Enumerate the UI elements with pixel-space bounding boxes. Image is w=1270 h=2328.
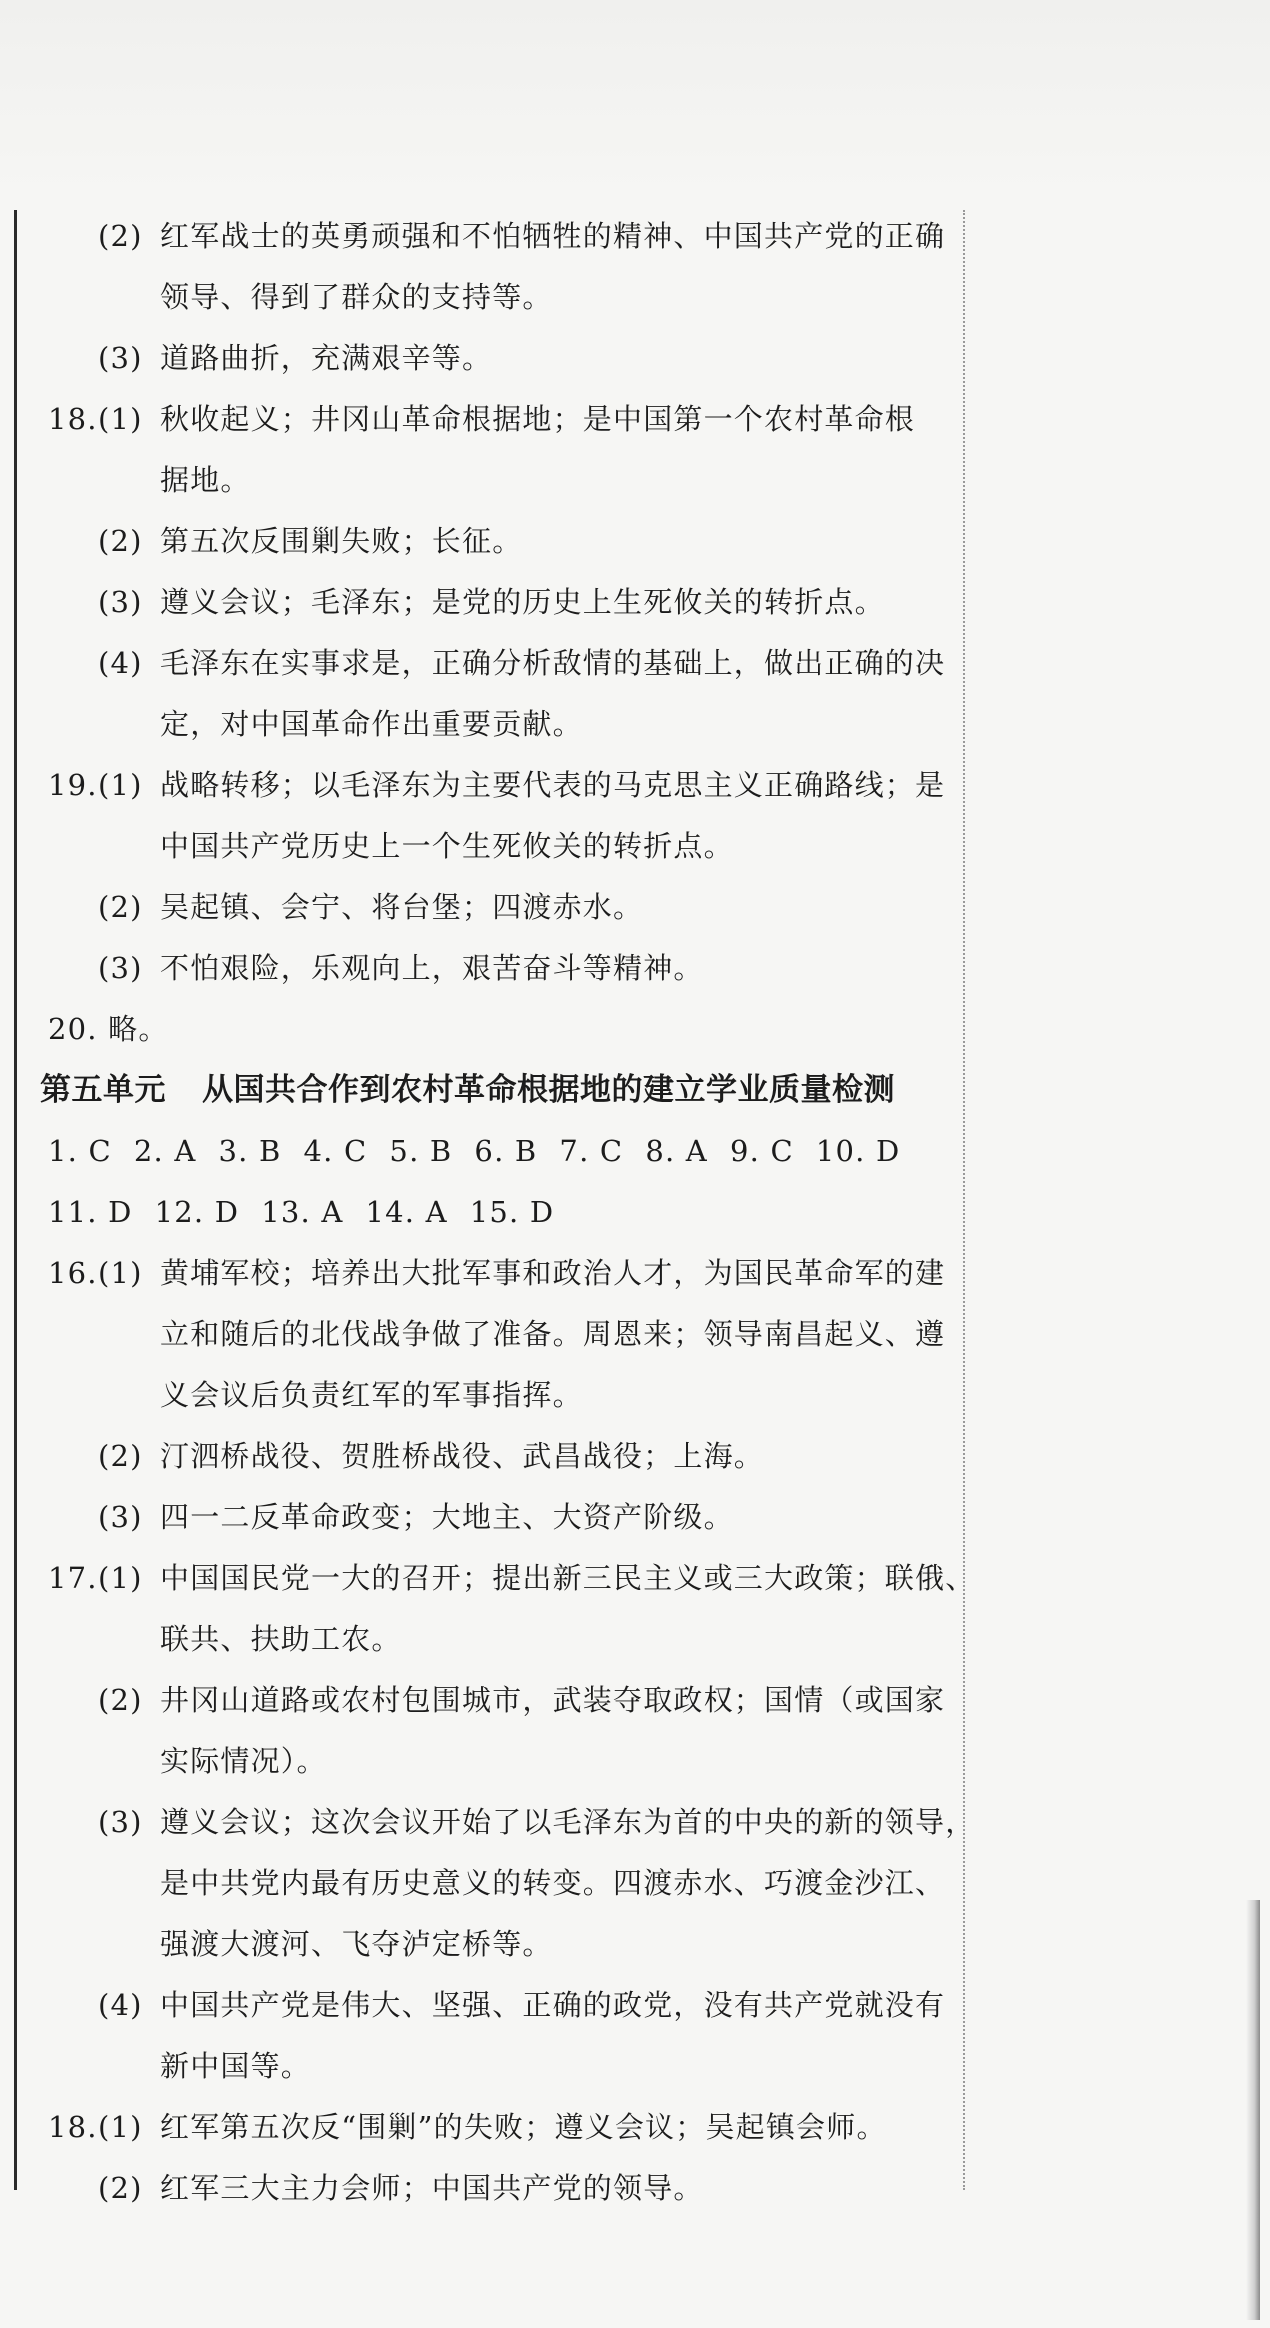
answer-text: 遵义会议；毛泽东；是党的历史上生死攸关的转折点。	[160, 585, 885, 619]
answer-text: 新中国等。	[160, 2049, 312, 2083]
answer-text: 红军战士的英勇顽强和不怕牺牲的精神、中国共产党的正确	[160, 219, 946, 253]
page-edge-shadow	[1246, 1900, 1260, 2320]
answer-text: 战略转移；以毛泽东为主要代表的马克思主义正确路线；是	[160, 768, 946, 802]
answer-text: 遵义会议；这次会议开始了以毛泽东为首的中央的新的领导，	[160, 1805, 976, 1839]
answer-line	[38, 1243, 958, 1304]
sub-question-marker: (3)	[98, 1805, 143, 1839]
answer-text: 四一二反革命政变；大地主、大资产阶级。	[160, 1500, 734, 1534]
section-heading	[38, 1060, 958, 1121]
sub-question-marker: (3)	[98, 585, 143, 619]
sub-question-marker: (1)	[98, 768, 143, 802]
sub-question-marker: (1)	[98, 1561, 143, 1595]
dotted-cut-line	[963, 210, 965, 2190]
sub-question-marker: (4)	[98, 1988, 143, 2022]
answer-text: 联共、扶助工农。	[160, 1622, 402, 1656]
answer-content	[38, 206, 976, 2219]
answer-text: 中国共产党是伟大、坚强、正确的政党，没有共产党就没有	[160, 1988, 946, 2022]
choice-answer: 6. B	[474, 1134, 538, 1168]
choice-answers-row-2	[38, 1182, 958, 1243]
answer-line	[38, 1853, 958, 1914]
answer-text: 秋收起义；井冈山革命根据地；是中国第一个农村革命根	[160, 402, 916, 436]
answer-text: 实际情况）。	[160, 1744, 327, 1778]
answer-text: 中国国民党一大的召开；提出新三民主义或三大政策；联俄、	[160, 1561, 976, 1595]
answer-line	[38, 511, 958, 572]
page-top-margin	[0, 0, 1270, 200]
choice-answer: 5. B	[389, 1134, 453, 1168]
answer-line	[38, 999, 958, 1060]
answer-line	[38, 450, 958, 511]
sub-question-marker: (2)	[98, 890, 143, 924]
sub-question-marker: (2)	[98, 1683, 143, 1717]
sub-question-marker: (2)	[98, 219, 143, 253]
answer-line	[38, 694, 958, 755]
answer-line	[38, 206, 958, 267]
answer-line	[38, 755, 958, 816]
question-number: 16.	[48, 1256, 98, 1290]
choice-answer: 8. A	[645, 1134, 708, 1168]
question-number: 19.	[48, 768, 98, 802]
answer-line	[38, 328, 958, 389]
answer-text: 是中共党内最有历史意义的转变。四渡赤水、巧渡金沙江、	[160, 1866, 946, 1900]
choice-answer: 12. D	[154, 1195, 240, 1229]
answer-line	[38, 816, 958, 877]
left-margin-rule	[14, 210, 17, 2190]
choice-answer: 14. A	[365, 1195, 448, 1229]
answer-line	[38, 2158, 958, 2219]
answer-line	[38, 1731, 958, 1792]
answer-line	[38, 1548, 976, 1609]
answer-text: 井冈山道路或农村包围城市，武装夺取政权；国情（或国家	[160, 1683, 946, 1717]
section-heading-title: 从国共合作到农村革命根据地的建立学业质量检测	[202, 1072, 895, 1108]
answer-text: 中国共产党历史上一个生死攸关的转折点。	[160, 829, 734, 863]
answer-text: 道路曲折，充满艰辛等。	[160, 341, 493, 375]
question-number: 17.	[48, 1561, 98, 1595]
choice-answer: 15. D	[469, 1195, 555, 1229]
sub-question-marker: (3)	[98, 951, 143, 985]
sub-question-marker: (1)	[98, 402, 143, 436]
answer-line	[38, 389, 958, 450]
answer-line	[38, 572, 958, 633]
answer-line	[38, 877, 958, 938]
answer-text: 毛泽东在实事求是，正确分析敌情的基础上，做出正确的决	[160, 646, 946, 680]
choice-answer: 11. D	[48, 1195, 133, 1229]
answer-text: 义会议后负责红军的军事指挥。	[160, 1378, 583, 1412]
answer-line	[38, 1975, 958, 2036]
choice-answer: 13. A	[261, 1195, 344, 1229]
answer-text: 第五次反围剿失败；长征。	[160, 524, 523, 558]
answer-line	[38, 2097, 958, 2158]
sub-question-marker: (2)	[98, 1439, 143, 1473]
choice-answer: 10. D	[815, 1134, 901, 1168]
question-number: 18.	[48, 2110, 98, 2144]
choice-answers-list	[48, 1121, 922, 1182]
answer-text: 吴起镇、会宁、将台堡；四渡赤水。	[160, 890, 644, 924]
question-number: 18.	[48, 402, 98, 436]
sub-question-marker: (4)	[98, 646, 143, 680]
sub-question-marker: (2)	[98, 2171, 143, 2205]
answer-text: 20. 略。	[48, 1012, 169, 1046]
sub-question-marker: (1)	[98, 1256, 143, 1290]
choice-answer: 4. C	[303, 1134, 368, 1168]
answer-text: 据地。	[160, 463, 251, 497]
sub-question-marker: (3)	[98, 1500, 143, 1534]
choice-answers-row-1	[38, 1121, 958, 1182]
section-heading-unit: 第五单元	[40, 1072, 166, 1108]
answer-line	[38, 938, 958, 999]
answer-line	[38, 1426, 958, 1487]
choice-answers-list	[48, 1182, 576, 1243]
answer-text: 强渡大渡河、飞夺泸定桥等。	[160, 1927, 553, 1961]
answer-line	[38, 1670, 958, 1731]
answer-text: 定，对中国革命作出重要贡献。	[160, 707, 583, 741]
answer-text: 汀泗桥战役、贺胜桥战役、武昌战役；上海。	[160, 1439, 765, 1473]
answer-text: 领导、得到了群众的支持等。	[160, 280, 553, 314]
answer-text: 红军三大主力会师；中国共产党的领导。	[160, 2171, 704, 2205]
answer-text: 不怕艰险，乐观向上，艰苦奋斗等精神。	[160, 951, 704, 985]
answer-line	[38, 2036, 958, 2097]
answer-text: 黄埔军校；培养出大批军事和政治人才，为国民革命军的建	[160, 1256, 946, 1290]
answer-line	[38, 633, 958, 694]
answer-text: 立和随后的北伐战争做了准备。周恩来；领导南昌起义、遵	[160, 1317, 946, 1351]
choice-answer: 7. C	[559, 1134, 624, 1168]
answer-line	[38, 1304, 958, 1365]
sub-question-marker: (3)	[98, 341, 143, 375]
answer-line	[38, 1487, 958, 1548]
sub-question-marker: (1)	[98, 2110, 143, 2144]
answer-line	[38, 1609, 958, 1670]
answer-line	[38, 1792, 976, 1853]
answer-line	[38, 267, 958, 328]
choice-answer: 2. A	[133, 1134, 197, 1168]
choice-answer: 3. B	[218, 1134, 282, 1168]
answer-line	[38, 1365, 958, 1426]
answer-line	[38, 1914, 958, 1975]
choice-answer: 9. C	[729, 1134, 794, 1168]
choice-answer: 1. C	[48, 1134, 112, 1168]
answer-text: 红军第五次反“围剿”的失败；遵义会议；吴起镇会师。	[160, 2110, 887, 2144]
sub-question-marker: (2)	[98, 524, 143, 558]
